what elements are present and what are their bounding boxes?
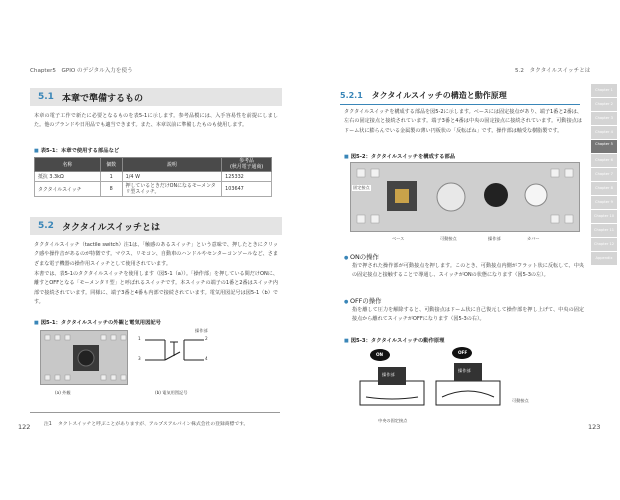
on-label: ON — [376, 352, 384, 357]
right-running-header: 5.2 タクタイルスイッチとは — [515, 68, 591, 74]
operation-principle-diagram — [350, 345, 510, 415]
section-5-1-title: 本章で準備するもの — [61, 93, 143, 104]
table-cell: 抵抗 3.3kΩ — [35, 172, 101, 182]
subsection-5-2-1-heading — [340, 90, 580, 105]
figure-5-1-caption: ■ 図5-1：タクタイルスイッチの外観と電気用図記号 — [34, 318, 161, 326]
section-5-2-number: 5.2 — [38, 221, 54, 231]
table-cell: 103647 — [222, 182, 272, 197]
table-row — [35, 172, 272, 182]
parts-illustration — [351, 163, 580, 232]
table-cell: 125332 — [222, 172, 272, 182]
table-header-row — [35, 158, 272, 172]
switch-symbol-diagram — [140, 330, 210, 380]
subsection-title: タクタイルスイッチの構造と動作原理 — [371, 91, 507, 100]
table-cell: 押しているときだけONになるモーメンタリ型スイッチ。 — [122, 182, 221, 197]
pin-label-4: 4 — [205, 356, 208, 361]
figure-5-1a-label: (a) 外観 — [55, 390, 71, 395]
chapter-tab-11[interactable]: Chapter 11 — [591, 224, 617, 237]
left-running-header: Chapter5 GPIO のデジタル入力を使う — [30, 68, 133, 74]
base-label: ベース — [392, 236, 405, 241]
table-row — [35, 182, 272, 197]
table-cell: 1 — [100, 172, 122, 182]
chapter-tab-12[interactable]: Chapter 12 — [591, 238, 617, 251]
chapter-tab-8[interactable]: Chapter 8 — [591, 182, 617, 195]
subsection-paragraph: タクタイルスイッチを構成する部品を図5-2に示します。ベースには固定接点があり、端子1番と2番は、左右の固定接点と接続されています。端子3番と4番は中央の固定接点に接続されています。可動接点はドーム状に膨らんでいる金属製の薄い円板状の「反転ばね」です。操作部は軸受な樹脂製です。 — [344, 109, 582, 134]
chapter-tab-2[interactable]: Chapter 2 — [591, 98, 617, 111]
section-5-2-heading — [30, 217, 282, 235]
chapter-tab-9[interactable]: Chapter 9 — [591, 196, 617, 209]
pin-label-2: 2 — [205, 336, 208, 341]
section-5-1-heading — [30, 88, 282, 106]
left-page-number: 122 — [18, 423, 31, 431]
chapter-tabs — [591, 84, 617, 266]
tactile-switch-photo — [40, 330, 128, 385]
footnote-text: タクトスイッチと呼ぶことがありますが、アルプスアルパイン株式会社の登録商標です。 — [58, 422, 249, 427]
subsection-number: 5.2.1 — [340, 91, 363, 100]
table-header-name: 名称 — [35, 158, 101, 172]
pin-label-1: 1 — [138, 336, 141, 341]
chapter-tab-1[interactable]: Chapter 1 — [591, 84, 617, 97]
breadboard-illustration — [41, 331, 128, 385]
chapter-tab-5[interactable]: Chapter 5 — [591, 140, 617, 153]
fixed-contact-label: 固定接点 — [353, 185, 370, 190]
operation-label-on: 操作部 — [382, 372, 395, 377]
pin-label-3: 3 — [138, 356, 141, 361]
chapter-tab-4[interactable]: Chapter 4 — [591, 126, 617, 139]
section-5-2-title: タクタイルスイッチとは — [61, 222, 160, 233]
off-operation-text: 指を離して圧力を解除すると、可動接点はドーム状に自己復元して操作部を押し上げて、中央の固定接点から離れてスイッチがOFFになります（図5-3の右）。 — [352, 307, 584, 323]
chapter-tab-appendix[interactable]: Appendix — [591, 252, 617, 265]
footnote-rule — [30, 412, 280, 413]
parts-table — [34, 157, 272, 197]
table-cell: 1/4 W — [122, 172, 221, 182]
table-header-desc: 説明 — [122, 158, 221, 172]
table-header-qty: 個数 — [100, 158, 122, 172]
on-operation-text: 指で押された操作部が可動接点を押します。このとき、可動接点内側がフラット状に反転して、中央の固定接点と接触することで導通し、スイッチがONの状態になります（図5-3の左）。 — [352, 263, 584, 279]
switch-parts-photo — [350, 162, 580, 232]
footnote-mark: 注1 — [44, 422, 52, 427]
figure-5-1b-label: (b) 電気用図記号 — [155, 390, 188, 395]
right-page-number: 123 — [588, 423, 601, 431]
off-label: OFF — [458, 350, 468, 355]
table-cell: タクタイルスイッチ — [35, 182, 101, 197]
table-5-1-caption: ■ 表5-1：本章で使用する部品など — [34, 146, 119, 154]
chapter-tab-3[interactable]: Chapter 3 — [591, 112, 617, 125]
on-operation-heading: ● ONの操作 — [344, 252, 379, 261]
chapter-tab-6[interactable]: Chapter 6 — [591, 154, 617, 167]
off-operation-heading: ● OFFの操作 — [344, 296, 382, 305]
figure-5-3-caption: ■ 図5-3：タクタイルスイッチの動作原理 — [344, 336, 444, 344]
figure-5-2-caption: ■ 図5-2：タクタイルスイッチを構成する部品 — [344, 152, 455, 160]
section-5-1-paragraph: 本章の電子工作で新たに必要となるものを表5-1に示します。参考品模には、入手容易性を前提にしました。他のブランドや日用品でも適当できます。また、本章以前に準備したものも使用します。 — [34, 113, 278, 129]
table-cell: 8 — [100, 182, 122, 197]
center-fixed-contact-label: 中央の固定接点 — [378, 418, 408, 423]
operation-part-label: 操作部 — [195, 328, 208, 333]
section-5-1-number: 5.1 — [38, 92, 54, 102]
chapter-tab-10[interactable]: Chapter 10 — [591, 210, 617, 223]
cover-label: カバー — [527, 236, 540, 241]
table-header-ref: 参考品 (秋月電子通商) — [222, 158, 272, 172]
section-5-2-paragraph-a: タクタイルスイッチ（tactile switch）注1は、「触感のあるスイッチ」という意味で、押したときにクリック感や操作音があるのが特徴です。マウス、リモコン、自動車のハンドルやセンターコンソールなど、さまざまな電子機器の操作用スイッチとして使用されています。 — [34, 242, 278, 267]
movable-contact-label: 可動接点 — [440, 236, 457, 241]
movable-contact-label-2: 可動接点 — [512, 398, 529, 403]
section-5-2-paragraph-b: 本書では、表5-1のタクタイルスイッチを使用します（図5-1（a））。「操作部」を押している間だけONに、離すとOFFとなる「モーメンタリ型」と呼ばれるスイッチです。本スイッチの端子の1番と2番はスイッチ内部で接続されています。同様に、端子3番と4番も内部で接続されています。電気用図記号は図5-1（b）です。 — [34, 271, 278, 305]
chapter-tab-7[interactable]: Chapter 7 — [591, 168, 617, 181]
operation-label-off: 操作部 — [458, 368, 471, 373]
operation-part-label-2: 操作部 — [488, 236, 501, 241]
